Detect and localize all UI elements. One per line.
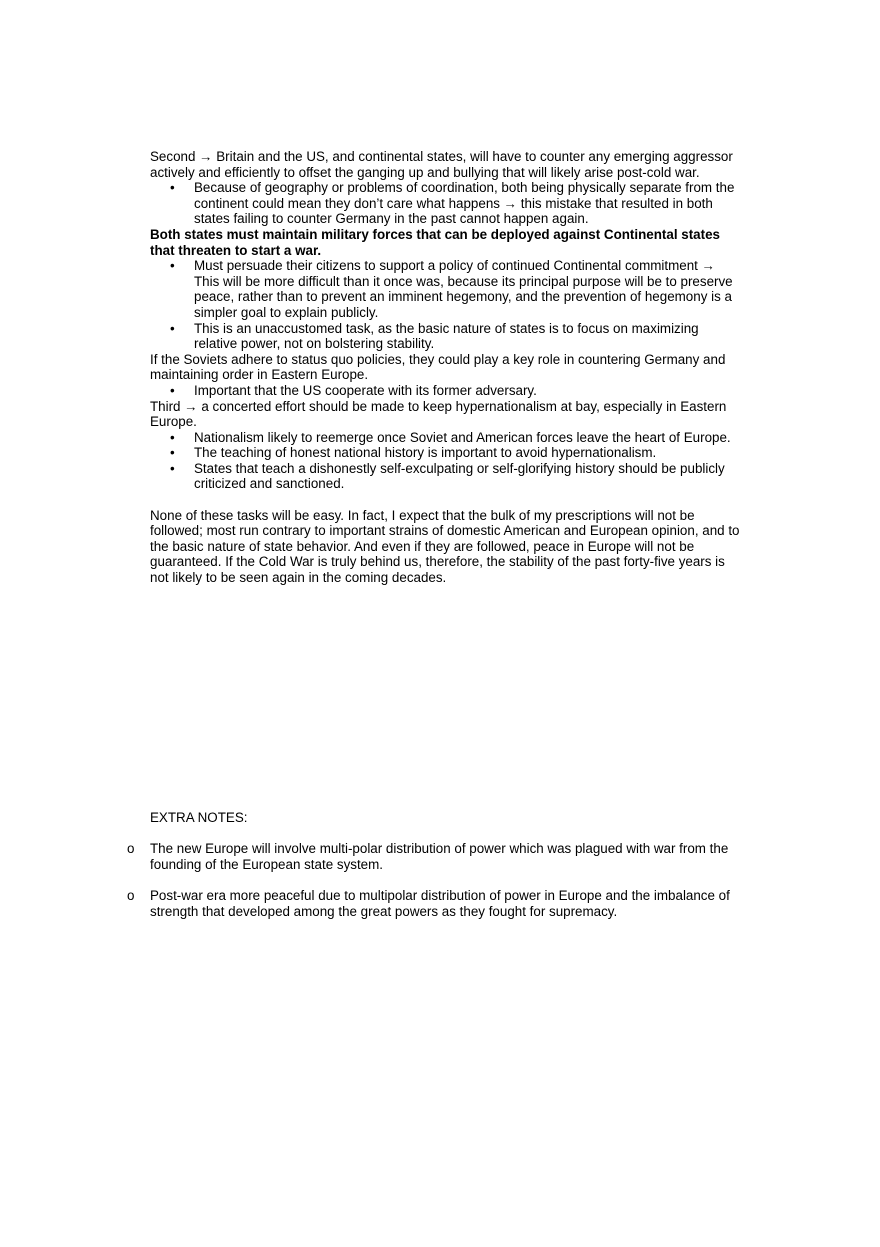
bullet-list-cooperate [150, 383, 740, 399]
bullet-item: • Because of geography or problems of coordination, both being physically separate from the continent could mean they don’t care what happens → this mistake that resulted in both states failing to counter Germany in the past cannot happen again. [150, 180, 740, 227]
bullet-item: • Important that the US cooperate with its former adversary. [150, 383, 740, 399]
bullet-list-nationalism [150, 430, 740, 492]
bold-heading-military-forces: Both states must maintain military forces that can be deployed against Continental states that threaten to start a war. [150, 226, 720, 258]
spacer [150, 492, 740, 508]
bullet-item: • This is an unaccustomed task, as the basic nature of states is to focus on maximizing relative power, not on bolstering stability. [150, 321, 740, 352]
bullet-list-persuade [150, 258, 740, 352]
notes-body [150, 149, 740, 586]
paragraph-third-point: Third → a concerted effort should be made to keep hypernationalism at bay, especially in Eastern Europe. [150, 398, 727, 430]
bullet-item: • Must persuade their citizens to support a policy of continued Continental commitment → This will be more difficult than it once was, because its principal purpose will be to preserve peace, rather than to prevent an imminent hegemony, and the prevention of hegemony is a simpler goal to explain publicly. [150, 258, 740, 320]
extra-notes-list [150, 841, 740, 919]
extra-notes-heading: EXTRA NOTES: [150, 810, 248, 825]
bullet-item: • States that teach a dishonestly self-exculpating or self-glorifying history should be publicly criticized and sanctioned. [150, 461, 740, 492]
paragraph-conclusion: None of these tasks will be easy. In fact, I expect that the bulk of my prescriptions will not be followed; most run contrary to important strains of domestic American and European opinion, and to the basic nature of state behavior. And even if they are followed, peace in Europe will not be guaranteed. If the Cold War is truly behind us, therefore, the stability of the past forty-five years is not likely to be seen again in the coming decades. [150, 507, 740, 586]
extra-note-item: o The new Europe will involve multi-polar distribution of power which was plagued with war from the founding of the European state system. [150, 841, 740, 872]
extra-note-item: o Post-war era more peaceful due to multipolar distribution of power in Europe and the imbalance of strength that developed among the great powers as they fought for supremacy. [150, 888, 740, 919]
bullet-list-geography [150, 180, 740, 227]
bullet-item: • The teaching of honest national history is important to avoid hypernationalism. [150, 445, 740, 461]
bullet-item: • Nationalism likely to reemerge once Soviet and American forces leave the heart of Europe. [150, 430, 740, 446]
paragraph-soviets: If the Soviets adhere to status quo policies, they could play a key role in countering Germany and maintaining order in Eastern Europe. [150, 351, 726, 383]
extra-notes-section [150, 810, 740, 935]
paragraph-second-point: Second → Britain and the US, and continental states, will have to counter any emerging aggressor actively and efficiently to offset the ganging up and bullying that will likely arise post-cold war. [150, 149, 733, 180]
